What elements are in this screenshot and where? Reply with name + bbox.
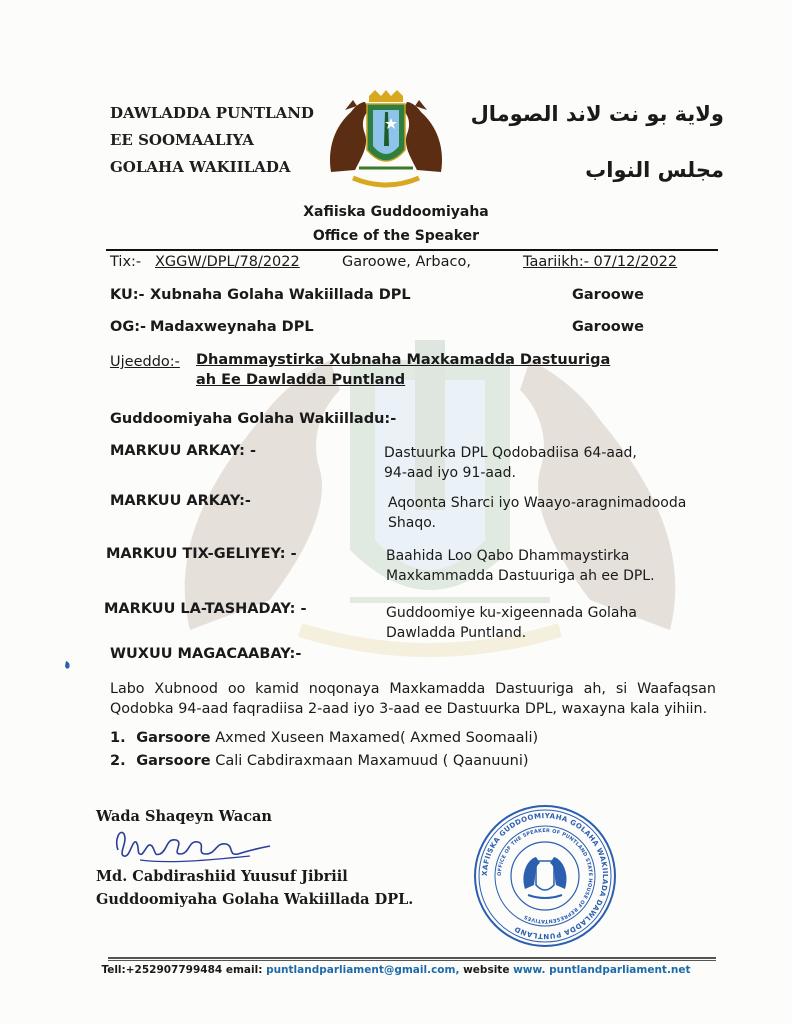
clause-text-line2: Dawladda Puntland. — [386, 625, 527, 641]
appointee-name: Axmed Xuseen Maxamed( Axmed Soomaali) — [215, 730, 539, 746]
document-date: Taariikh:- 07/12/2022 — [523, 254, 678, 270]
header-right-line2: مجلس النواب — [585, 158, 724, 182]
footer-website-label: website — [463, 964, 510, 976]
cc-label: OG:- — [110, 319, 147, 335]
body-paragraph: Labo Xubnood oo kamid noqonaya Maxkamadda Dastuuriga ah, si Waafaqsan Qodobka 94-aad faqradiisa 2-aad iyo 3-aad ee Dastuurka DPL, waxayna kala yihiin. — [110, 681, 716, 717]
office-title-somali: Xafiiska Guddoomiyaha — [303, 204, 489, 220]
subject-line1: Dhammaystirka Xubnaha Maxkamadda Dastuuriga — [196, 352, 611, 368]
header-right-line1: ولاية بو نت لاند الصومال — [470, 102, 724, 126]
clause-text-line2: Maxkammadda Dastuuriga ah ee DPL. — [386, 568, 655, 584]
appointee-title: Garsoore — [136, 730, 211, 746]
clause-text-line2: Shaqo. — [388, 515, 436, 531]
header-right — [471, 86, 724, 198]
appoints-label: WUXUU MAGACAABAY:- — [110, 646, 302, 662]
reference-label: Tix:- — [110, 254, 142, 270]
clause-label: MARKUU LA-TASHADAY: - — [104, 601, 307, 617]
appointee-item — [110, 728, 538, 748]
footer-divider-thin — [108, 960, 716, 961]
clause-text-line1: Baahida Loo Qabo Dhammaystirka — [386, 548, 630, 564]
clause-label: MARKUU ARKAY:- — [110, 493, 251, 509]
appointee-number: 1. — [110, 730, 126, 746]
header-divider — [106, 249, 718, 251]
footer-email-label: email: — [225, 964, 263, 976]
seal-inner-text: OFFICE OF THE SPEAKER OF PUNTLAND STATE HOUSE OF REPRESENTATIVES — [496, 827, 594, 925]
header-left-line3: GOLAHA WAKIILADA — [110, 158, 291, 176]
cc-recipient: Madaxweynaha DPL — [150, 319, 314, 335]
cc-city: Garoowe — [572, 319, 644, 335]
office-title-english: Office of the Speaker — [312, 228, 480, 244]
header-left — [110, 100, 314, 181]
clause-text-line1: Guddoomiye ku-xigeennada Golaha — [386, 605, 637, 621]
addressee: Guddoomiyaha Golaha Wakiilladu:- — [110, 411, 397, 427]
footer-website[interactable]: www. puntlandparliament.net — [513, 964, 691, 976]
signatory-title: Guddoomiyaha Golaha Wakiillada DPL. — [96, 891, 414, 908]
header-left-line1: DAWLADDA PUNTLAND — [110, 104, 314, 122]
to-recipient: Xubnaha Golaha Wakiillada DPL — [150, 287, 411, 303]
seal-ring-text: XAFIISKA GUDDOOMIYAHA GOLAHA WAKIILADA DAWLADDA PUNTLAND — [480, 811, 610, 941]
appointee-number: 2. — [110, 753, 126, 769]
footer-email[interactable]: puntlandparliament@gmail.com, — [266, 964, 460, 976]
header-left-line2: EE SOOMAALIYA — [110, 131, 254, 149]
appointee-name: Cali Cabdiraxmaan Maxamuud ( Qaanuuni) — [215, 753, 529, 769]
to-city: Garoowe — [572, 287, 644, 303]
ink-mark-icon — [64, 660, 72, 670]
appointee-item — [110, 751, 529, 771]
official-seal-stamp — [470, 803, 620, 949]
footer-phone: Tell:+252907799484 — [101, 964, 223, 976]
subject-line2: ah Ee Dawladda Puntland — [196, 372, 406, 388]
clause-text-line1: Aqoonta Sharci iyo Waayo-aragnimadooda — [388, 495, 687, 511]
reference-number: XGGW/DPL/78/2022 — [155, 254, 300, 270]
subject-label: Ujeeddo:- — [110, 354, 180, 370]
footer-divider — [108, 957, 716, 959]
clause-text-line1: Dastuurka DPL Qodobadiisa 64-aad, — [384, 445, 637, 461]
signatory-name: Md. Cabdirashiid Yuusuf Jibriil — [96, 868, 348, 885]
handwritten-signature — [110, 820, 280, 868]
to-label: KU:- — [110, 287, 145, 303]
appointee-title: Garsoore — [136, 753, 211, 769]
clause-label: MARKUU ARKAY: - — [110, 443, 256, 459]
clause-label: MARKUU TIX-GELIYEY: - — [106, 546, 297, 562]
footer-contact — [0, 964, 792, 976]
coat-of-arms-emblem — [325, 88, 447, 200]
closing-line: Wada Shaqeyn Wacan — [96, 808, 272, 825]
place-and-day: Garoowe, Arbaco, — [342, 254, 471, 270]
clause-text-line2: 94-aad iyo 91-aad. — [384, 465, 516, 481]
